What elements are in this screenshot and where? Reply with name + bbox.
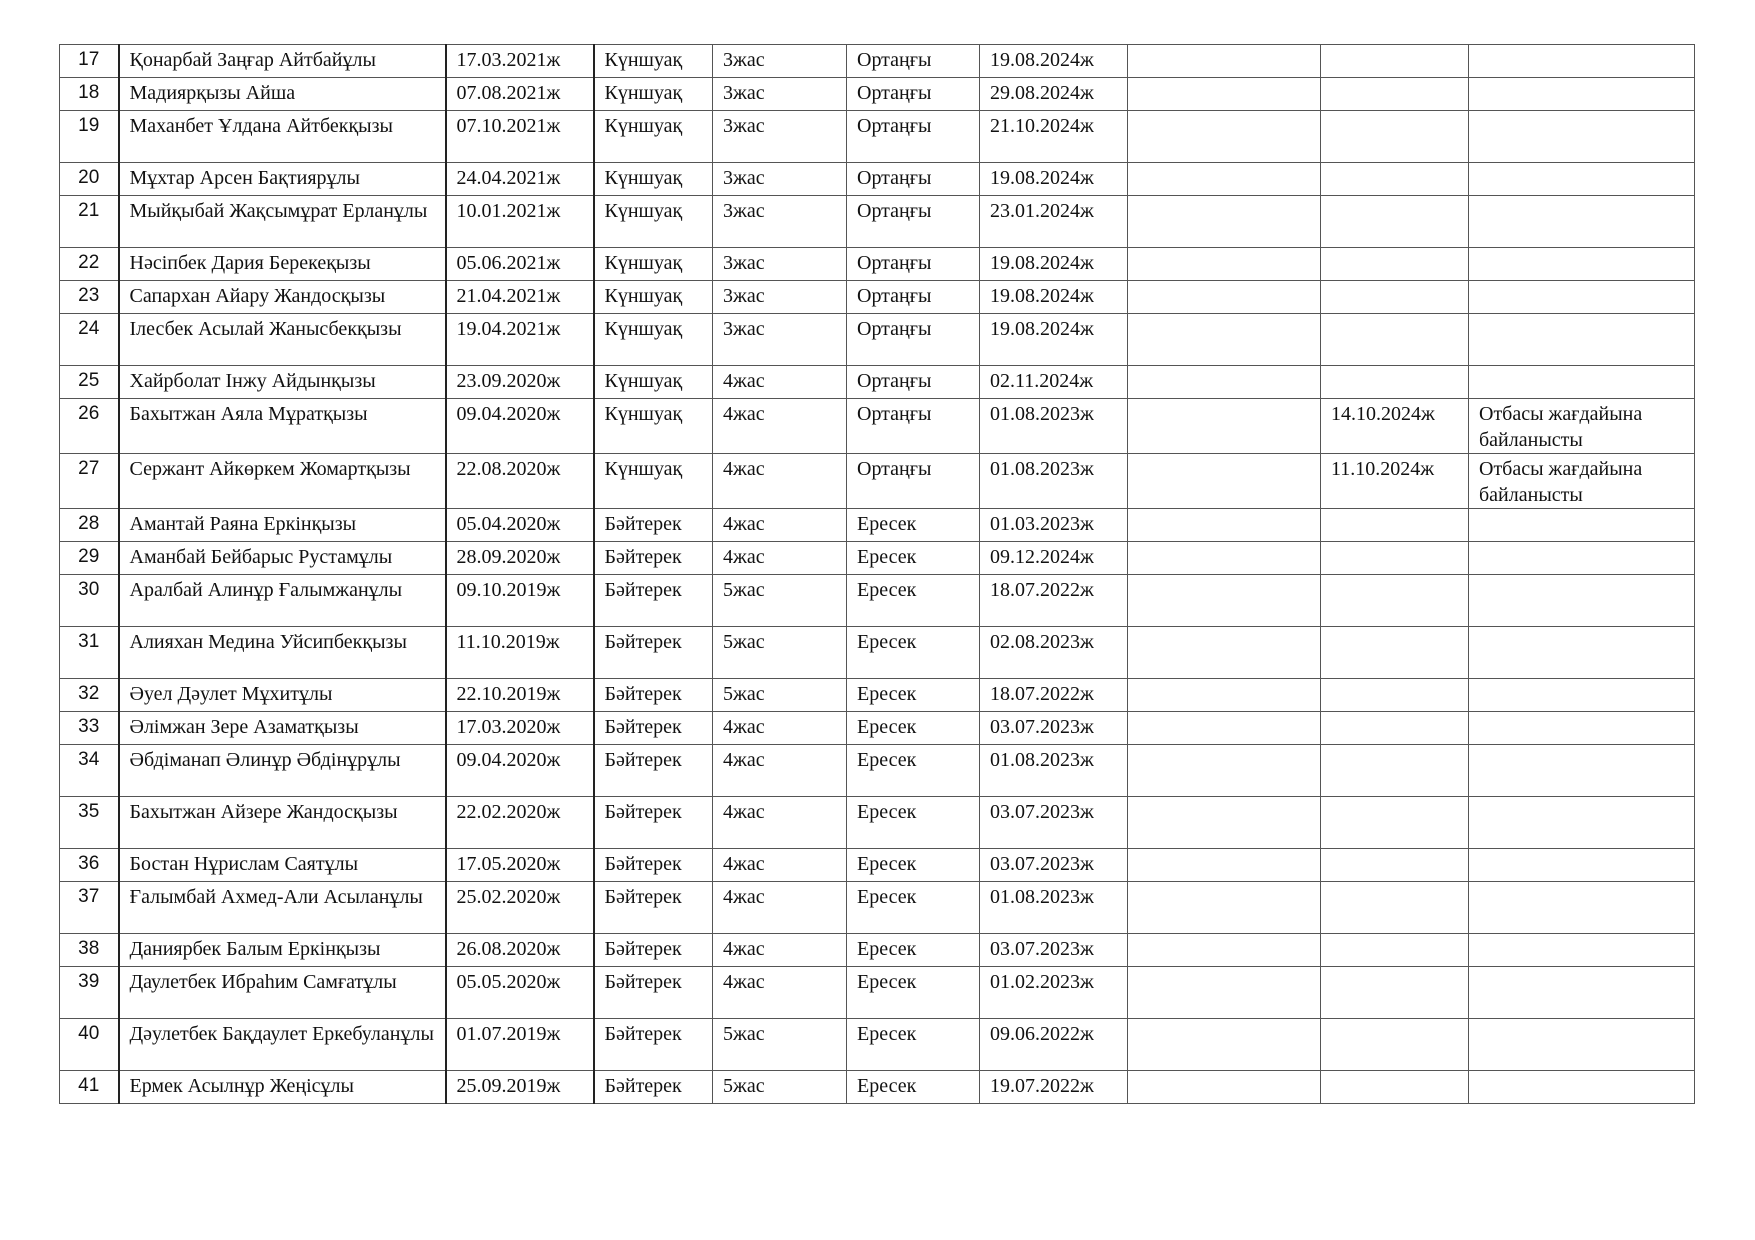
group-name: Күншуақ: [594, 281, 713, 314]
table-row: [60, 712, 1695, 745]
row-number: 22: [60, 248, 119, 281]
group-name: Бәйтерек: [594, 797, 713, 849]
age-level: Ортаңғы: [847, 45, 980, 78]
admission-date: 19.08.2024ж: [980, 45, 1128, 78]
table-row: [60, 575, 1695, 627]
age-level: Ересек: [847, 745, 980, 797]
leave-date: [1321, 314, 1469, 366]
leave-reason: [1469, 797, 1695, 849]
leave-reason: [1469, 314, 1695, 366]
birth-date: 22.10.2019ж: [446, 679, 594, 712]
empty-cell: [1128, 575, 1321, 627]
age: 3жас: [713, 281, 847, 314]
row-number: 28: [60, 509, 119, 542]
table-row: [60, 163, 1695, 196]
age-level: Ортаңғы: [847, 78, 980, 111]
birth-date: 07.08.2021ж: [446, 78, 594, 111]
leave-reason: [1469, 281, 1695, 314]
leave-reason: [1469, 163, 1695, 196]
admission-date: 01.08.2023ж: [980, 882, 1128, 934]
child-full-name: Бахытжан Аяла Мұратқызы: [119, 399, 446, 454]
group-name: Бәйтерек: [594, 967, 713, 1019]
empty-cell: [1128, 934, 1321, 967]
leave-reason: [1469, 111, 1695, 163]
group-name: Бәйтерек: [594, 679, 713, 712]
age: 4жас: [713, 542, 847, 575]
age: 5жас: [713, 575, 847, 627]
row-number: 29: [60, 542, 119, 575]
leave-reason: Отбасы жағдайына байланысты: [1469, 399, 1695, 454]
row-number: 32: [60, 679, 119, 712]
leave-date: [1321, 45, 1469, 78]
birth-date: 10.01.2021ж: [446, 196, 594, 248]
table-row: [60, 281, 1695, 314]
group-name: Күншуақ: [594, 78, 713, 111]
empty-cell: [1128, 509, 1321, 542]
age-level: Ересек: [847, 797, 980, 849]
birth-date: 22.08.2020ж: [446, 454, 594, 509]
table-row: [60, 399, 1695, 454]
empty-cell: [1128, 163, 1321, 196]
birth-date: 19.04.2021ж: [446, 314, 594, 366]
leave-reason: [1469, 679, 1695, 712]
admission-date: 23.01.2024ж: [980, 196, 1128, 248]
birth-date: 09.04.2020ж: [446, 399, 594, 454]
row-number: 25: [60, 366, 119, 399]
leave-reason: [1469, 934, 1695, 967]
birth-date: 05.06.2021ж: [446, 248, 594, 281]
admission-date: 02.11.2024ж: [980, 366, 1128, 399]
table-row: [60, 542, 1695, 575]
empty-cell: [1128, 967, 1321, 1019]
admission-date: 03.07.2023ж: [980, 712, 1128, 745]
table-row: [60, 111, 1695, 163]
birth-date: 17.05.2020ж: [446, 849, 594, 882]
age: 3жас: [713, 314, 847, 366]
empty-cell: [1128, 542, 1321, 575]
leave-reason: [1469, 248, 1695, 281]
empty-cell: [1128, 281, 1321, 314]
row-number: 18: [60, 78, 119, 111]
row-number: 19: [60, 111, 119, 163]
child-full-name: Әбдіманап Әлинұр Әбдінұрұлы: [119, 745, 446, 797]
admission-date: 21.10.2024ж: [980, 111, 1128, 163]
group-name: Бәйтерек: [594, 712, 713, 745]
age-level: Ересек: [847, 627, 980, 679]
leave-date: [1321, 111, 1469, 163]
birth-date: 11.10.2019ж: [446, 627, 594, 679]
table-row: [60, 314, 1695, 366]
leave-reason: [1469, 366, 1695, 399]
table-row: [60, 967, 1695, 1019]
row-number: 24: [60, 314, 119, 366]
group-name: Бәйтерек: [594, 627, 713, 679]
row-number: 17: [60, 45, 119, 78]
leave-date: [1321, 679, 1469, 712]
group-name: Бәйтерек: [594, 542, 713, 575]
birth-date: 05.05.2020ж: [446, 967, 594, 1019]
admission-date: 18.07.2022ж: [980, 679, 1128, 712]
age: 4жас: [713, 454, 847, 509]
table-row: [60, 454, 1695, 509]
row-number: 30: [60, 575, 119, 627]
empty-cell: [1128, 797, 1321, 849]
table-row: [60, 78, 1695, 111]
birth-date: 01.07.2019ж: [446, 1019, 594, 1071]
admission-date: 01.08.2023ж: [980, 745, 1128, 797]
group-name: Күншуақ: [594, 111, 713, 163]
leave-reason: Отбасы жағдайына байланысты: [1469, 454, 1695, 509]
table-row: [60, 882, 1695, 934]
age: 4жас: [713, 882, 847, 934]
group-name: Күншуақ: [594, 196, 713, 248]
leave-date: [1321, 934, 1469, 967]
age: 4жас: [713, 509, 847, 542]
child-full-name: Дәулетбек Бақдаулет Еркебуланұлы: [119, 1019, 446, 1071]
age: 4жас: [713, 934, 847, 967]
group-name: Күншуақ: [594, 248, 713, 281]
age: 3жас: [713, 248, 847, 281]
admission-date: 03.07.2023ж: [980, 934, 1128, 967]
leave-date: [1321, 797, 1469, 849]
empty-cell: [1128, 111, 1321, 163]
age: 4жас: [713, 712, 847, 745]
age-level: Ересек: [847, 1071, 980, 1104]
age: 4жас: [713, 967, 847, 1019]
group-name: Күншуақ: [594, 314, 713, 366]
leave-date: [1321, 849, 1469, 882]
age-level: Ересек: [847, 679, 980, 712]
leave-reason: [1469, 882, 1695, 934]
admission-date: 03.07.2023ж: [980, 849, 1128, 882]
row-number: 31: [60, 627, 119, 679]
children-roster-table: [59, 44, 1695, 1104]
birth-date: 17.03.2020ж: [446, 712, 594, 745]
table-row: [60, 797, 1695, 849]
birth-date: 25.02.2020ж: [446, 882, 594, 934]
group-name: Бәйтерек: [594, 882, 713, 934]
admission-date: 03.07.2023ж: [980, 797, 1128, 849]
empty-cell: [1128, 78, 1321, 111]
birth-date: 09.10.2019ж: [446, 575, 594, 627]
birth-date: 09.04.2020ж: [446, 745, 594, 797]
leave-reason: [1469, 542, 1695, 575]
row-number: 37: [60, 882, 119, 934]
age: 5жас: [713, 1071, 847, 1104]
table-row: [60, 45, 1695, 78]
group-name: Бәйтерек: [594, 849, 713, 882]
child-full-name: Әуел Дәулет Мұхитұлы: [119, 679, 446, 712]
child-full-name: Бостан Нұрислам Саятұлы: [119, 849, 446, 882]
child-full-name: Ермек Асылнұр Жеңісұлы: [119, 1071, 446, 1104]
table-row: [60, 679, 1695, 712]
age-level: Ортаңғы: [847, 454, 980, 509]
leave-date: [1321, 78, 1469, 111]
age: 4жас: [713, 745, 847, 797]
child-full-name: Бахытжан Айзере Жандосқызы: [119, 797, 446, 849]
age: 3жас: [713, 196, 847, 248]
birth-date: 05.04.2020ж: [446, 509, 594, 542]
group-name: Күншуақ: [594, 45, 713, 78]
row-number: 41: [60, 1071, 119, 1104]
child-full-name: Хайрболат Інжу Айдынқызы: [119, 366, 446, 399]
leave-date: [1321, 366, 1469, 399]
empty-cell: [1128, 849, 1321, 882]
leave-reason: [1469, 745, 1695, 797]
row-number: 20: [60, 163, 119, 196]
child-full-name: Қонарбай Заңғар Айтбайұлы: [119, 45, 446, 78]
leave-date: [1321, 745, 1469, 797]
child-full-name: Әлімжан Зере Азаматқызы: [119, 712, 446, 745]
child-full-name: Алияхан Медина Уйсипбекқызы: [119, 627, 446, 679]
admission-date: 09.12.2024ж: [980, 542, 1128, 575]
empty-cell: [1128, 679, 1321, 712]
admission-date: 01.03.2023ж: [980, 509, 1128, 542]
age-level: Ортаңғы: [847, 366, 980, 399]
age: 3жас: [713, 111, 847, 163]
age-level: Ересек: [847, 712, 980, 745]
leave-reason: [1469, 78, 1695, 111]
age-level: Ересек: [847, 509, 980, 542]
leave-reason: [1469, 1071, 1695, 1104]
leave-reason: [1469, 509, 1695, 542]
child-full-name: Аманбай Бейбарыс Рустамұлы: [119, 542, 446, 575]
age-level: Ортаңғы: [847, 314, 980, 366]
age-level: Ересек: [847, 934, 980, 967]
age: 4жас: [713, 849, 847, 882]
row-number: 34: [60, 745, 119, 797]
admission-date: 19.08.2024ж: [980, 163, 1128, 196]
age: 4жас: [713, 399, 847, 454]
group-name: Күншуақ: [594, 454, 713, 509]
empty-cell: [1128, 1019, 1321, 1071]
empty-cell: [1128, 314, 1321, 366]
empty-cell: [1128, 399, 1321, 454]
row-number: 33: [60, 712, 119, 745]
empty-cell: [1128, 882, 1321, 934]
table-row: [60, 849, 1695, 882]
row-number: 26: [60, 399, 119, 454]
row-number: 38: [60, 934, 119, 967]
table-row: [60, 745, 1695, 797]
age: 3жас: [713, 45, 847, 78]
admission-date: 18.07.2022ж: [980, 575, 1128, 627]
leave-reason: [1469, 849, 1695, 882]
empty-cell: [1128, 745, 1321, 797]
leave-date: [1321, 575, 1469, 627]
table-row: [60, 627, 1695, 679]
table-row: [60, 1019, 1695, 1071]
birth-date: 25.09.2019ж: [446, 1071, 594, 1104]
table-row: [60, 248, 1695, 281]
admission-date: 19.08.2024ж: [980, 314, 1128, 366]
admission-date: 19.07.2022ж: [980, 1071, 1128, 1104]
birth-date: 23.09.2020ж: [446, 366, 594, 399]
empty-cell: [1128, 627, 1321, 679]
age-level: Ересек: [847, 575, 980, 627]
empty-cell: [1128, 45, 1321, 78]
child-full-name: Даниярбек Балым Еркінқызы: [119, 934, 446, 967]
child-full-name: Маханбет Ұлдана Айтбекқызы: [119, 111, 446, 163]
birth-date: 17.03.2021ж: [446, 45, 594, 78]
roster-body: [60, 45, 1695, 1104]
group-name: Бәйтерек: [594, 934, 713, 967]
leave-reason: [1469, 196, 1695, 248]
table-row: [60, 366, 1695, 399]
leave-reason: [1469, 712, 1695, 745]
table-row: [60, 1071, 1695, 1104]
child-full-name: Даулетбек Ибраһим Самғатұлы: [119, 967, 446, 1019]
birth-date: 26.08.2020ж: [446, 934, 594, 967]
empty-cell: [1128, 248, 1321, 281]
group-name: Бәйтерек: [594, 1019, 713, 1071]
row-number: 27: [60, 454, 119, 509]
table-row: [60, 509, 1695, 542]
leave-date: 14.10.2024ж: [1321, 399, 1469, 454]
empty-cell: [1128, 1071, 1321, 1104]
admission-date: 01.02.2023ж: [980, 967, 1128, 1019]
leave-reason: [1469, 1019, 1695, 1071]
table-row: [60, 934, 1695, 967]
child-full-name: Сапархан Айару Жандосқызы: [119, 281, 446, 314]
leave-date: [1321, 627, 1469, 679]
child-full-name: Мыйқыбай Жақсымұрат Ерланұлы: [119, 196, 446, 248]
child-full-name: Мадиярқызы Айша: [119, 78, 446, 111]
admission-date: 19.08.2024ж: [980, 248, 1128, 281]
leave-date: [1321, 967, 1469, 1019]
empty-cell: [1128, 454, 1321, 509]
admission-date: 01.08.2023ж: [980, 399, 1128, 454]
leave-reason: [1469, 967, 1695, 1019]
admission-date: 09.06.2022ж: [980, 1019, 1128, 1071]
leave-reason: [1469, 45, 1695, 78]
child-full-name: Ілесбек Асылай Жанысбекқызы: [119, 314, 446, 366]
age: 5жас: [713, 1019, 847, 1071]
leave-date: [1321, 1071, 1469, 1104]
leave-date: [1321, 196, 1469, 248]
birth-date: 24.04.2021ж: [446, 163, 594, 196]
child-full-name: Ғалымбай Ахмед-Али Асыланұлы: [119, 882, 446, 934]
age: 3жас: [713, 78, 847, 111]
age-level: Ортаңғы: [847, 248, 980, 281]
leave-date: [1321, 509, 1469, 542]
child-full-name: Сержант Айкөркем Жомартқызы: [119, 454, 446, 509]
birth-date: 07.10.2021ж: [446, 111, 594, 163]
age-level: Ересек: [847, 967, 980, 1019]
birth-date: 22.02.2020ж: [446, 797, 594, 849]
group-name: Бәйтерек: [594, 745, 713, 797]
leave-date: [1321, 248, 1469, 281]
age: 5жас: [713, 679, 847, 712]
child-full-name: Амантай Раяна Еркінқызы: [119, 509, 446, 542]
empty-cell: [1128, 712, 1321, 745]
leave-date: [1321, 281, 1469, 314]
child-full-name: Аралбай Алинұр Ғалымжанұлы: [119, 575, 446, 627]
row-number: 21: [60, 196, 119, 248]
row-number: 40: [60, 1019, 119, 1071]
group-name: Күншуақ: [594, 366, 713, 399]
admission-date: 02.08.2023ж: [980, 627, 1128, 679]
age-level: Ортаңғы: [847, 196, 980, 248]
age-level: Ортаңғы: [847, 399, 980, 454]
admission-date: 19.08.2024ж: [980, 281, 1128, 314]
age-level: Ересек: [847, 1019, 980, 1071]
admission-date: 01.08.2023ж: [980, 454, 1128, 509]
age: 4жас: [713, 366, 847, 399]
birth-date: 28.09.2020ж: [446, 542, 594, 575]
leave-date: [1321, 712, 1469, 745]
age: 4жас: [713, 797, 847, 849]
row-number: 35: [60, 797, 119, 849]
leave-date: [1321, 1019, 1469, 1071]
birth-date: 21.04.2021ж: [446, 281, 594, 314]
leave-date: [1321, 882, 1469, 934]
age-level: Ортаңғы: [847, 163, 980, 196]
age-level: Ортаңғы: [847, 281, 980, 314]
empty-cell: [1128, 366, 1321, 399]
age: 5жас: [713, 627, 847, 679]
leave-date: 11.10.2024ж: [1321, 454, 1469, 509]
admission-date: 29.08.2024ж: [980, 78, 1128, 111]
table-row: [60, 196, 1695, 248]
child-full-name: Нәсіпбек Дария Берекеқызы: [119, 248, 446, 281]
group-name: Бәйтерек: [594, 509, 713, 542]
age: 3жас: [713, 163, 847, 196]
age-level: Ортаңғы: [847, 111, 980, 163]
row-number: 36: [60, 849, 119, 882]
empty-cell: [1128, 196, 1321, 248]
row-number: 23: [60, 281, 119, 314]
leave-reason: [1469, 627, 1695, 679]
leave-reason: [1469, 575, 1695, 627]
child-full-name: Мұхтар Арсен Бақтиярұлы: [119, 163, 446, 196]
age-level: Ересек: [847, 849, 980, 882]
age-level: Ересек: [847, 882, 980, 934]
leave-date: [1321, 163, 1469, 196]
group-name: Бәйтерек: [594, 575, 713, 627]
row-number: 39: [60, 967, 119, 1019]
group-name: Күншуақ: [594, 163, 713, 196]
group-name: Күншуақ: [594, 399, 713, 454]
age-level: Ересек: [847, 542, 980, 575]
leave-date: [1321, 542, 1469, 575]
group-name: Бәйтерек: [594, 1071, 713, 1104]
